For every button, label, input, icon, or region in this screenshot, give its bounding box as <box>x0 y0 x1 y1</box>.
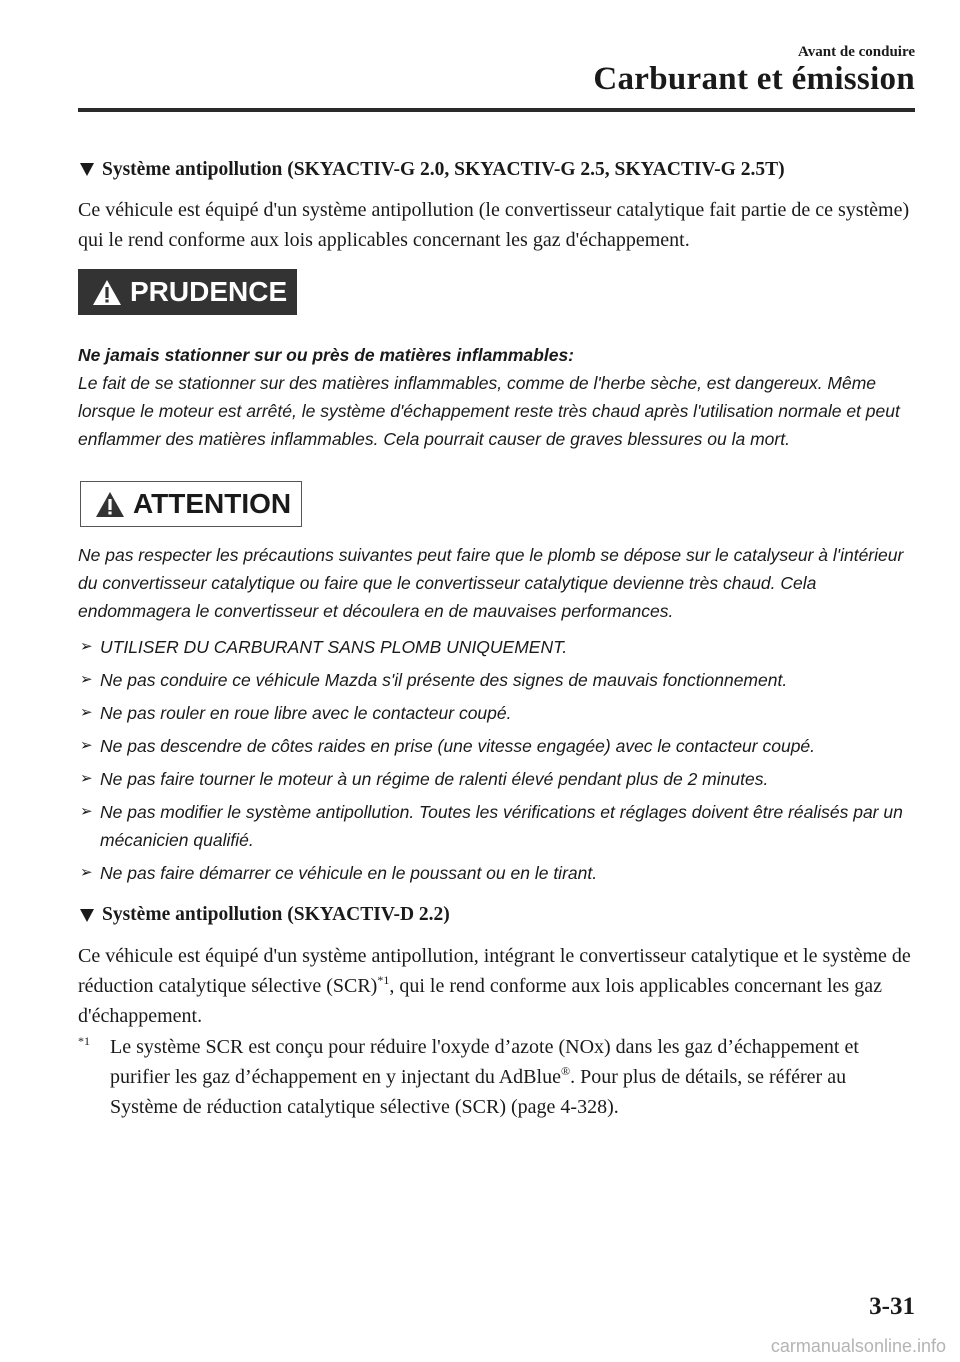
list-item: ➢ UTILISER DU CARBURANT SANS PLOMB UNIQUEMENT. <box>78 633 916 661</box>
arrow-right-icon: ➢ <box>80 803 93 821</box>
list-item: ➢ Ne pas modifier le système antipollution. Toutes les vérifications et réglages doivent être réalisés par un mécanicien qualifié. <box>78 798 916 854</box>
attention-bullet-list <box>78 633 916 887</box>
list-item: ➢ Ne pas faire tourner le moteur à un régime de ralenti élevé pendant plus de 2 minutes. <box>78 765 916 793</box>
list-item: ➢ Ne pas faire démarrer ce véhicule en le poussant ou en le tirant. <box>78 859 916 887</box>
chapter-subtitle: Avant de conduire <box>798 44 915 60</box>
arrow-right-icon: ➢ <box>80 671 93 689</box>
prudence-badge <box>78 269 297 315</box>
prudence-body: Le fait de se stationner sur des matières inflammables, comme de l'herbe sèche, est dangereux. Même lorsque le moteur est arrêté, le système d'échappement reste très chaud après l'utilisation normale et peut enflammer des matières inflammables. Cela pourrait causer de graves blessures ou la mort. <box>78 373 900 450</box>
arrow-right-icon: ➢ <box>80 770 93 788</box>
prudence-label: PRUDENCE <box>130 276 288 308</box>
attention-label: ATTENTION <box>133 488 292 520</box>
section-heading-text: Système antipollution (SKYACTIV-D 2.2) <box>102 904 450 926</box>
attention-badge <box>80 481 302 527</box>
prudence-lead: Ne jamais stationner sur ou près de matières inflammables: <box>78 345 575 366</box>
arrow-right-icon: ➢ <box>80 864 93 882</box>
list-item: ➢ Ne pas descendre de côtes raides en prise (une vitesse engagée) avec le contacteur coupé. <box>78 732 916 760</box>
page-number: 3-31 <box>869 1293 915 1320</box>
list-item: ➢ Ne pas conduire ce véhicule Mazda s'il présente des signes de mauvais fonctionnement. <box>78 666 916 694</box>
attention-box <box>78 481 916 527</box>
section-heading-skyactiv-d <box>78 903 916 926</box>
page-content <box>78 158 916 1122</box>
triangle-down-icon <box>80 909 94 922</box>
list-item: ➢ Ne pas rouler en roue libre avec le contacteur coupé. <box>78 699 916 727</box>
prudence-text <box>78 341 916 453</box>
section-heading-skyactiv-g <box>78 158 916 181</box>
section-body: Ce véhicule est équipé d'un système antipollution (le convertisseur catalytique fait partie de ce système) qui le rend conforme aux lois applicables concernant les gaz d'échappement. <box>78 199 910 252</box>
arrow-right-icon: ➢ <box>80 737 93 755</box>
arrow-right-icon: ➢ <box>80 638 93 656</box>
section-body: Ce véhicule est équipé d'un système antipollution, intégrant le convertisseur catalytique et le système de réduction catalytique sélective (SCR)$^{*1}$, qui le rend conforme aux lois applicables concernant les gaz d'échappement. <box>78 944 911 1027</box>
chapter-title: Carburant et émission <box>593 61 915 97</box>
triangle-down-icon <box>80 163 94 176</box>
header-divider <box>78 108 915 112</box>
warning-icon <box>95 491 125 518</box>
footnote-text: Le système SCR est conçu pour réduire l'oxyde d’azote (NOx) dans les gaz d’échappement et purifier les gaz d’échappement en y injectant du AdBlue®. Pour plus de détails, se référer au Système de réduction catalytique sélective (SCR) (page 4-328). <box>110 1035 859 1118</box>
footnote-mark: *1 <box>78 1033 90 1048</box>
attention-body: Ne pas respecter les précautions suivantes peut faire que le plomb se dépose sur le catalyseur à l'intérieur du convertisseur catalytique ou faire que le convertisseur catalytique devienne très chaud. Cela endommagera le convertisseur et découlera en de mauvaises performances. <box>78 545 904 622</box>
section-heading-text: Système antipollution (SKYACTIV-G 2.0, SKYACTIV-G 2.5, SKYACTIV-G 2.5T) <box>102 159 785 180</box>
watermark: carmanualsonline.info <box>770 1336 946 1356</box>
warning-icon <box>92 279 122 306</box>
prudence-box <box>78 269 916 315</box>
arrow-right-icon: ➢ <box>80 704 93 722</box>
footnote <box>78 1032 916 1122</box>
